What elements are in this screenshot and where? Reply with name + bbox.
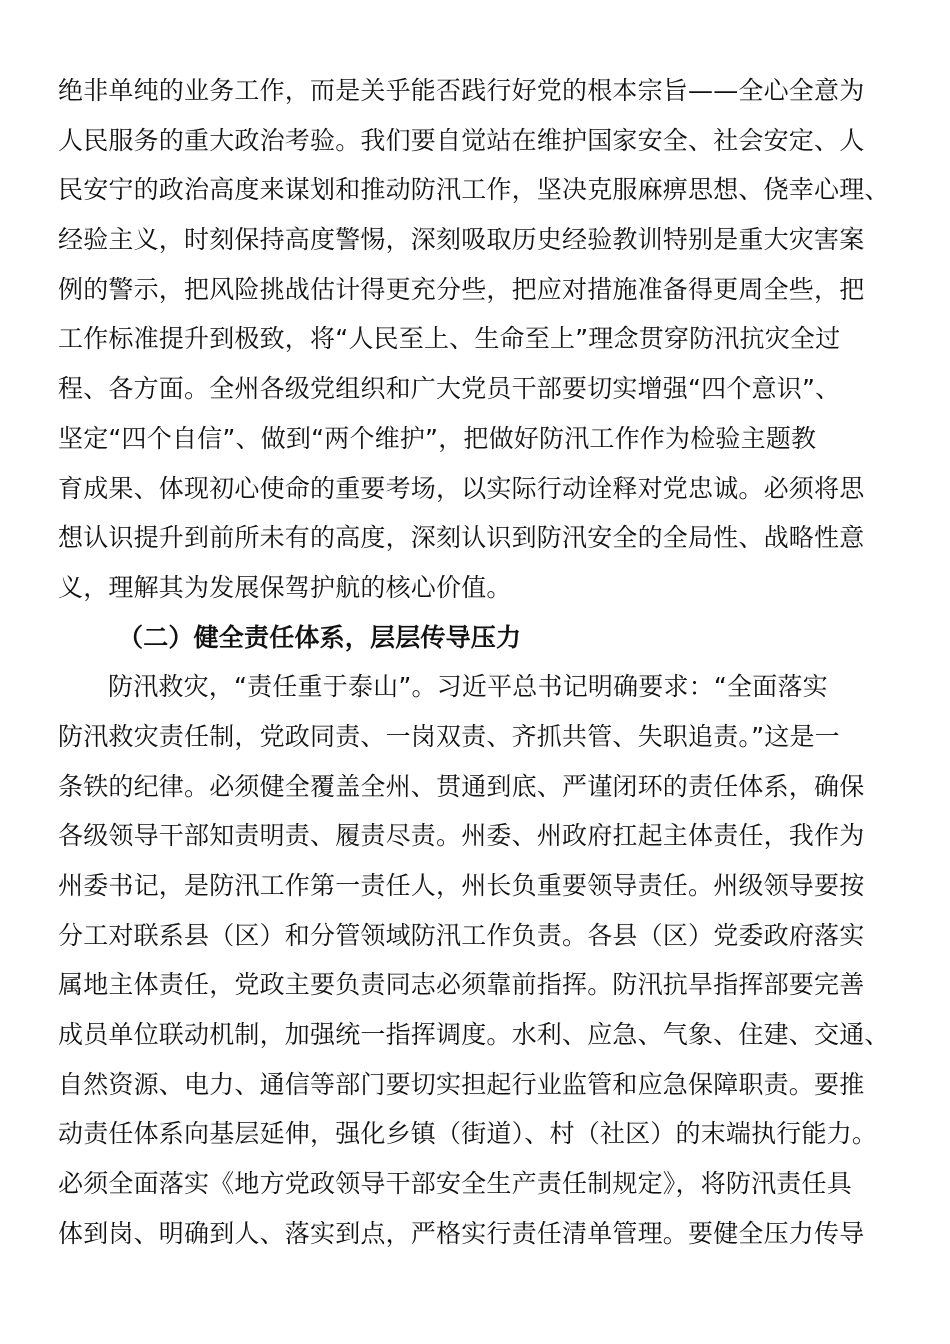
- paragraph-line: 条铁的纪律。必须健全覆盖全州、贯通到底、严谨闭环的责任体系，确保: [58, 771, 865, 801]
- paragraph-line: 绝非单纯的业务工作，而是关乎能否践行好党的根本宗旨——全心全意为: [58, 76, 865, 105]
- paragraph-line: 程、各方面。全州各级党组织和广大党员干部要切实增强“四个意识”、: [58, 374, 841, 404]
- paragraph-line: 民安宁的政治高度来谋划和推动防汛工作，坚决克服麻痹思想、侥幸心理、: [58, 175, 890, 205]
- paragraph-line: 想认识提升到前所未有的高度，深刻认识到防汛安全的全局性、战略性意: [58, 523, 865, 553]
- paragraph-line: 必须全面落实《地方党政领导干部安全生产责任制规定》，将防汛责任具: [58, 1169, 852, 1199]
- paragraph-line: 例的警示，把风险挑战估计得更充分些，把应对措施准备得更周全些，把: [58, 274, 865, 304]
- paragraph-line: 工作标准提升到极致，将“人民至上、生命至上”理念贯穿防汛抗灾全过: [58, 324, 841, 354]
- section-heading: （二）健全责任体系，层层传导压力: [118, 622, 522, 652]
- paragraph-line: 自然资源、电力、通信等部门要切实担起行业监管和应急保障职责。要推: [58, 1069, 865, 1099]
- paragraph-line: 人民服务的重大政治考验。我们要自觉站在维护国家安全、社会安定、人: [58, 125, 865, 155]
- paragraph-line: 各级领导干部知责明责、履责尽责。州委、州政府扛起主体责任，我作为: [58, 821, 865, 851]
- paragraph-line: 义，理解其为发展保驾护航的核心价值。: [58, 572, 512, 602]
- paragraph-line: 经验主义，时刻保持高度警惕，深刻吸取历史经验教训特别是重大灾害案: [58, 225, 865, 255]
- paragraph-line: 坚定“四个自信”、做到“两个维护”，把做好防汛工作作为检验主题教: [58, 423, 817, 453]
- paragraph-line: 体到岗、明确到人、落实到点，严格实行责任清单管理。要健全压力传导: [58, 1218, 865, 1248]
- document-body: [58, 66, 888, 1259]
- paragraph-line: 属地主体责任，党政主要负责同志必须靠前指挥。防汛抗旱指挥部要完善: [58, 970, 865, 1000]
- paragraph-first-line: 防汛救灾，“责任重于泰山”。习近平总书记明确要求：“全面落实: [108, 672, 828, 702]
- paragraph-line: 育成果、体现初心使命的重要考场，以实际行动诠释对党忠诚。必须将思: [58, 473, 865, 503]
- paragraph-line: 防汛救灾责任制，党政同责、一岗双责、齐抓共管、失职追责。”这是一: [58, 721, 840, 751]
- paragraph-line: 州委书记，是防汛工作第一责任人，州长负重要领导责任。州级领导要按: [58, 871, 865, 900]
- paragraph-line: 分工对联系县（区）和分管领域防汛工作负责。各县（区）党委政府落实: [58, 920, 865, 950]
- paragraph-line: 成员单位联动机制，加强统一指挥调度。水利、应急、气象、住建、交通、: [58, 1020, 890, 1050]
- paragraph-line: 动责任体系向基层延伸，强化乡镇（街道）、村（社区）的末端执行能力。: [58, 1119, 878, 1149]
